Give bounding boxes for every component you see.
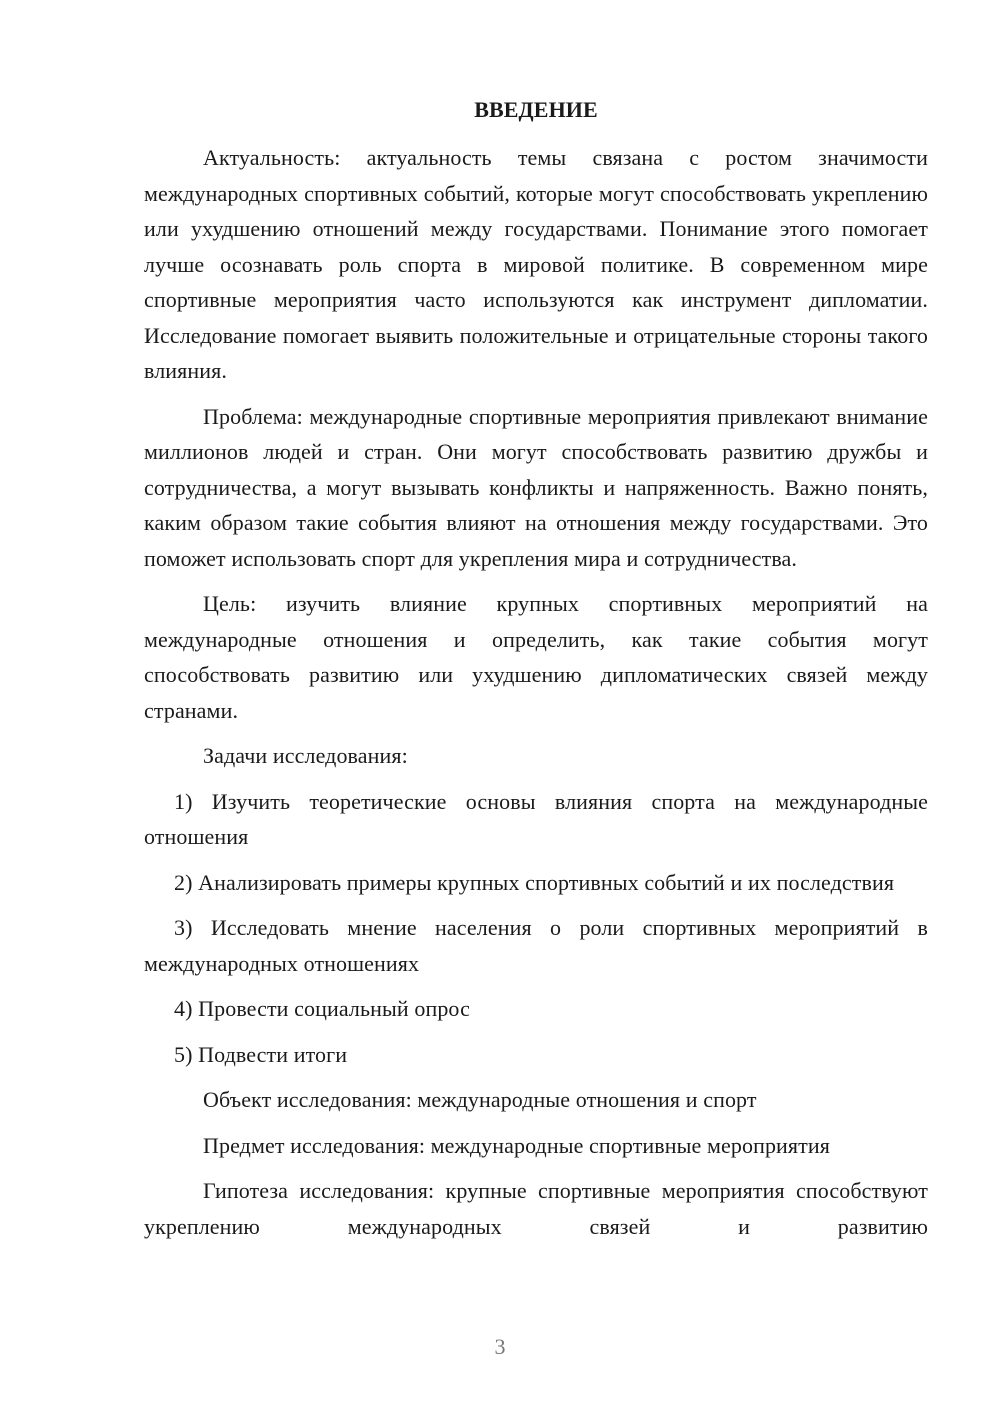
page-title: ВВЕДЕНИЕ bbox=[474, 97, 598, 122]
research-subject: Предмет исследования: международные спортивные мероприятия bbox=[203, 1132, 830, 1158]
page-number: 3 bbox=[494, 1334, 506, 1359]
task-item: 2) Анализировать примеры крупных спортивных событий и их последствия bbox=[174, 869, 895, 895]
task-item: 3) Исследовать мнение населения о роли спортивных мероприятий в международных отношениях bbox=[144, 915, 928, 976]
task-item: 4) Провести социальный опрос bbox=[174, 996, 470, 1021]
research-hypothesis: Гипотеза исследования: крупные спортивные мероприятия способствуют укреплению международных связей и развитию bbox=[144, 1178, 928, 1239]
tasks-heading: Задачи исследования: bbox=[203, 743, 408, 768]
task-item: 5) Подвести итоги bbox=[174, 1041, 348, 1067]
paragraph-relevance: Актуальность: актуальность темы связана с ростом значимости международных спортивных событий, которые могут способствовать укреплению или ухудшению отношений между государствами. Понимание этого помогает лучше осознавать роль спорта в мировой политике. В современном мире спортивные мероприятия часто используются как инструмент дипломатии. Исследование помогает выявить положительные и отрицательные стороны такого влияния. bbox=[144, 145, 928, 383]
research-object: Объект исследования: международные отношения и спорт bbox=[203, 1087, 757, 1112]
paragraph-goal: Цель: изучить влияние крупных спортивных мероприятий на международные отношения и определить, как такие события могут способствовать развитию или ухудшению дипломатических связей между странами. bbox=[144, 591, 928, 723]
task-item: 1) Изучить теоретические основы влияния спорта на международные отношения bbox=[144, 788, 928, 849]
paragraph-problem: Проблема: международные спортивные мероприятия привлекают внимание миллионов людей и стран. Они могут способствовать развитию дружбы и сотрудничества, а могут вызывать конфликты и напряженность. Важно понять, каким образом такие события влияют на отношения между государствами. Это поможет использовать спорт для укрепления мира и сотрудничества. bbox=[144, 403, 928, 571]
document-page bbox=[144, 92, 928, 1254]
